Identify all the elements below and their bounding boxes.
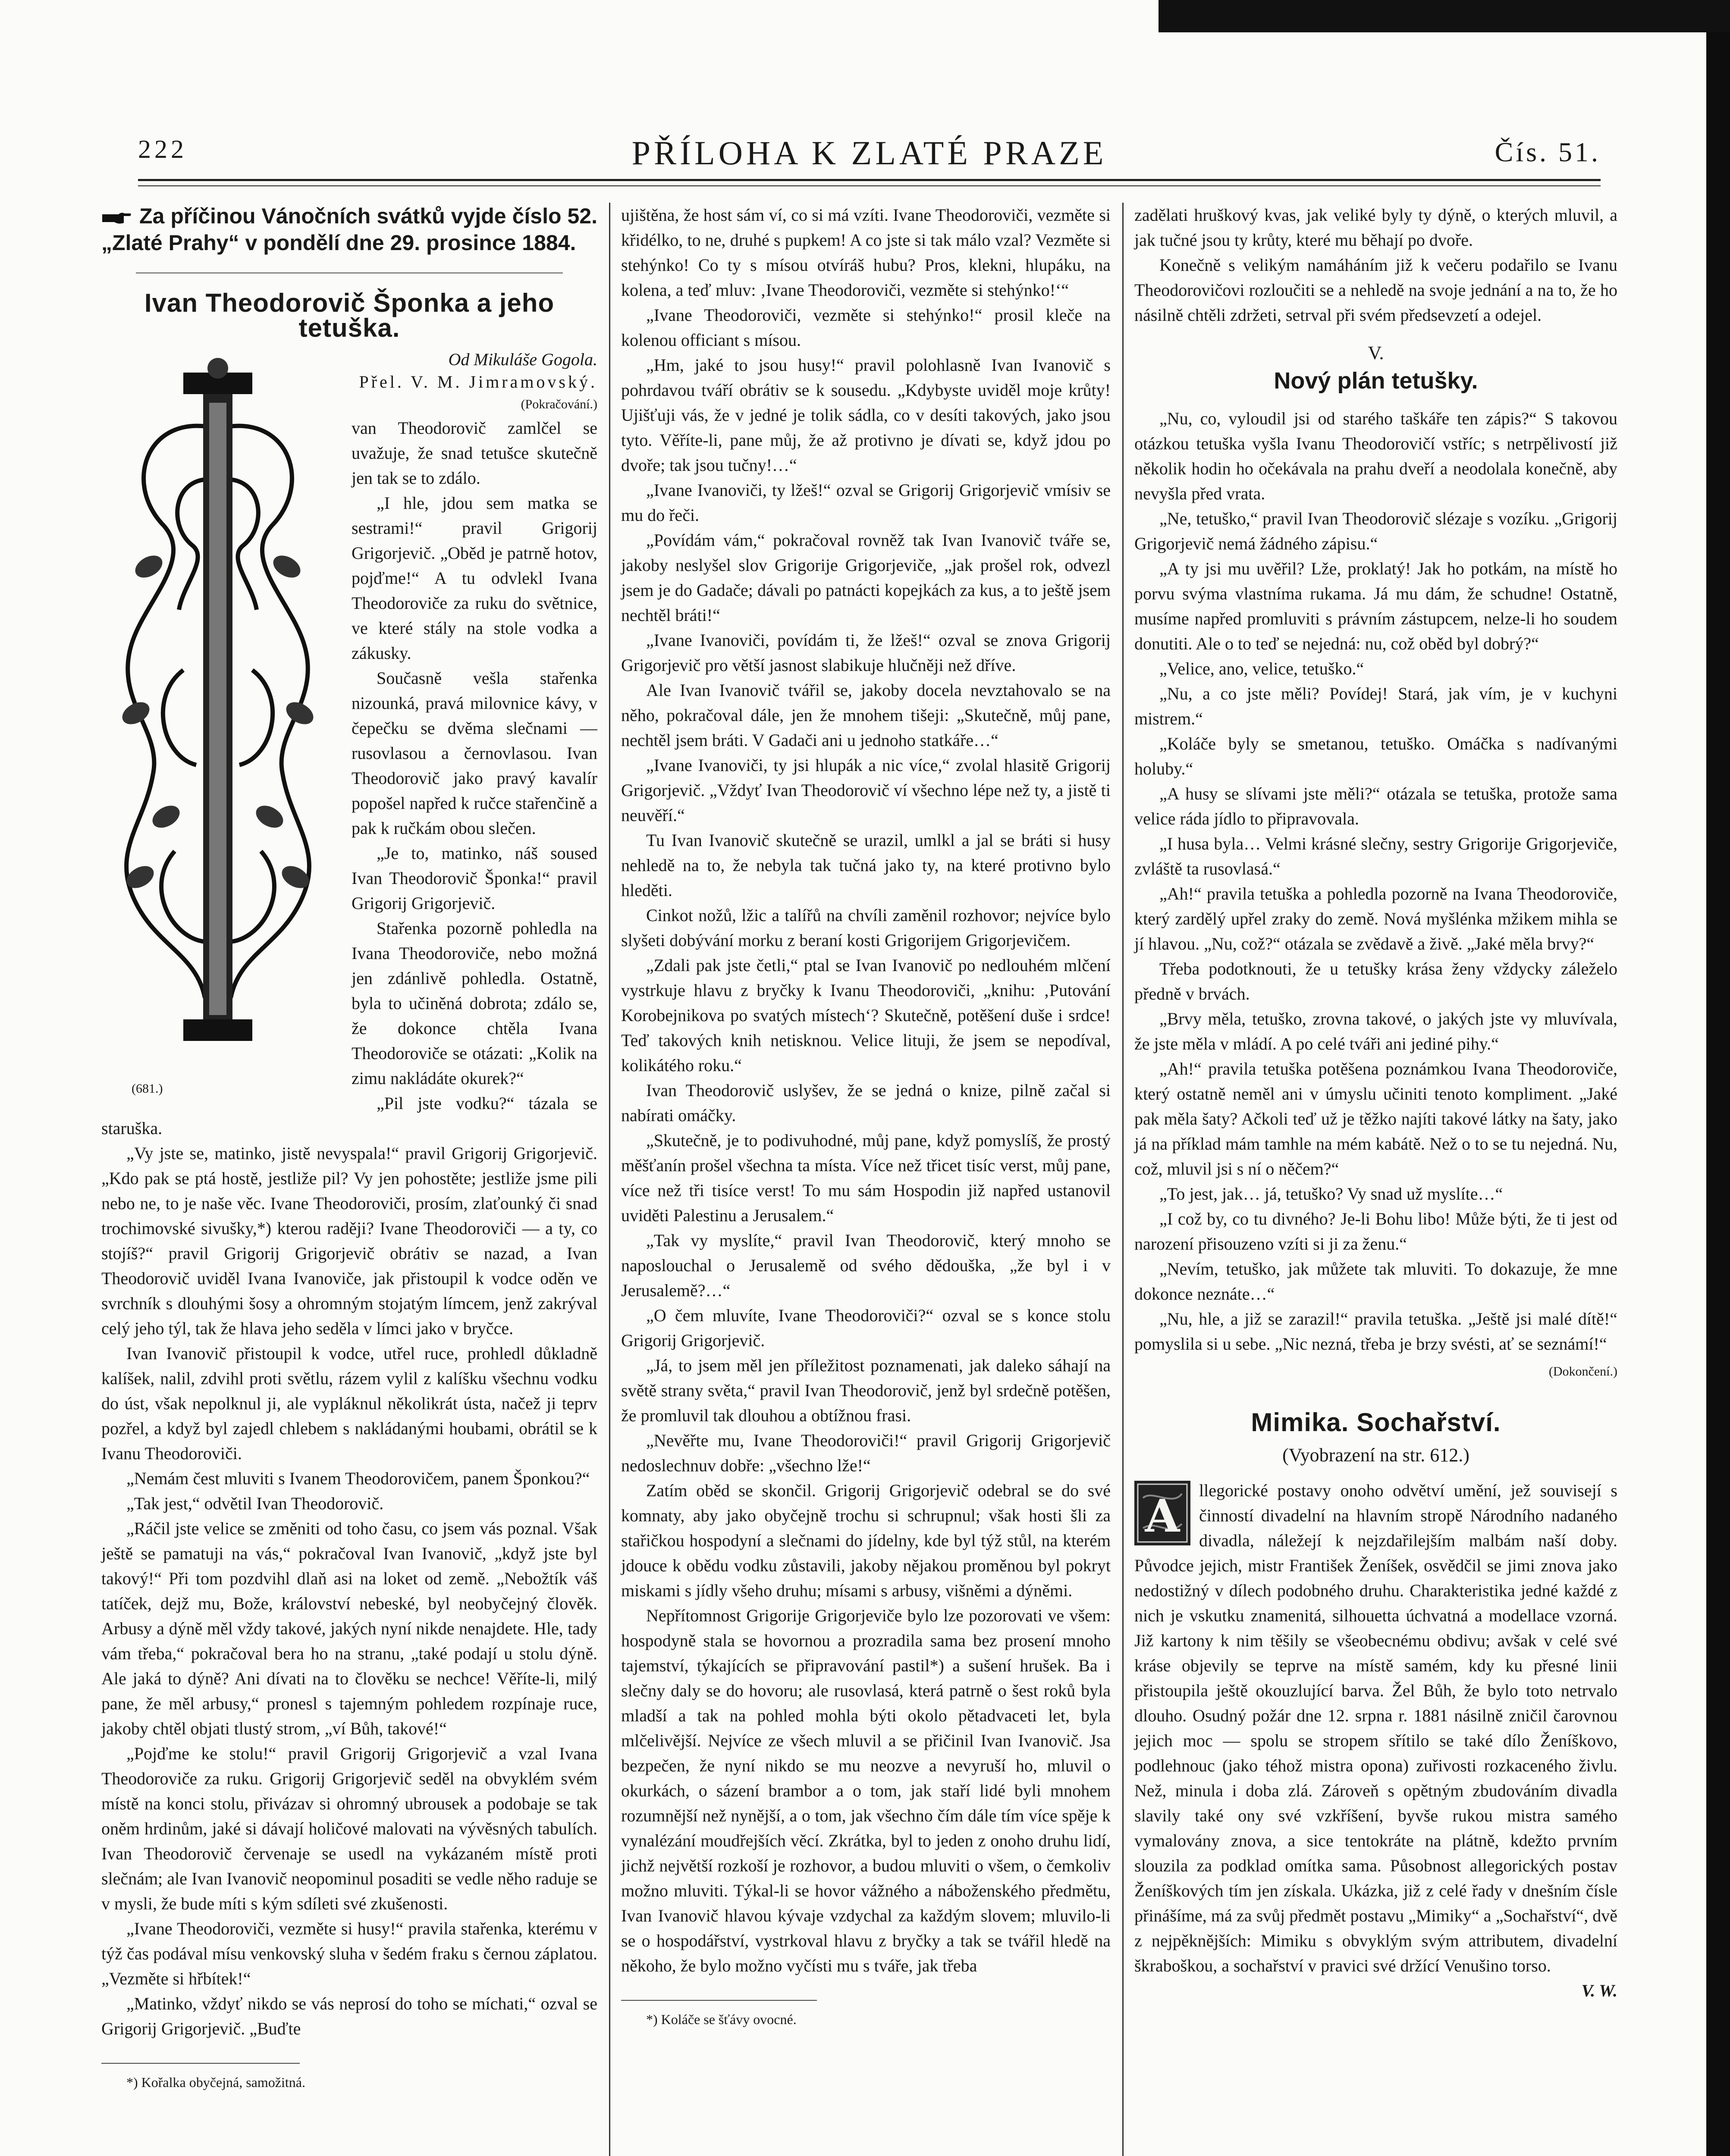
paragraph: „Koláče byly se smetanou, tetuško. Omáčka s nadívanými holuby.“ (1134, 734, 1617, 778)
paragraph: Ale Ivan Ivanovič tvářil se, jakoby docela nevztahovalo se na něho, pokračoval dále, jen že mnohem tišeji: „Skutečně, můj pane, nechtěl jsem bráti. V Gadači ani u jednoho statkáře…“ (621, 680, 1111, 750)
paragraph: „A husy se slívami jste měli?“ otázala se tetuška, protože sama velice ráda jídlo to připravovala. (1134, 784, 1617, 828)
mimika-subtitle: (Vyobrazení na str. 612.) (1282, 1445, 1469, 1466)
paragraph: „Nu, hle, a již se zarazil!“ pravila tetuška. „Ještě jsi malé dítě!“ pomyslila si u sebe. „Nic nezná, třeba je brzy svésti, ať se seznámí!“ (1134, 1309, 1617, 1354)
paragraph: Cinkot nožů, lžic a talířů na chvíli zaměnil rozhovor; nejvíce bylo slyšeti dobývání morku z beraní kosti Grigorijem Grigorjevičem. (621, 906, 1111, 950)
paragraph: „To jest, jak… já, tetuško? Vy snad už myslíte…“ (1159, 1184, 1503, 1203)
dropcap-letter: A (1145, 1489, 1180, 1542)
paragraph: Třeba podotknouti, že u tetušky krása ženy vždycky záleželo předně v brvách. (1134, 959, 1617, 1003)
paragraph: van Theodorovič zamlčel se uvažuje, že snad tetušce skutečně jen tak se to zdálo. (352, 418, 597, 488)
ornamental-vine-illustration (97, 342, 339, 1084)
paragraph: „I hle, jdou sem matka se sestrami!“ pravil Grigorij Grigorjevič. „Oběd je patrně hotov, pojďme!“ A tu odvlekl Ivana Theodoroviče za ruku do světnice, ve které stály na stole vodka a zákusky. (352, 493, 597, 663)
signature: V. W. (1581, 1981, 1617, 2000)
paragraph: „O čem mluvíte, Ivane Theodoroviči?“ ozval se s konce stolu Grigorij Grigorjevič. (621, 1306, 1111, 1350)
paragraph: „Tak vy myslíte,“ pravil Ivan Theodorovič, který mnoho se naposlouchal o Jerusalemě od svého dědouška, „že byl i v Jerusalemě?…“ (621, 1231, 1111, 1300)
paragraph: „A ty jsi mu uvěřil? Lže, proklatý! Jak ho potkám, na místě ho porvu svýma vlastníma rukama. Já mu dám, že schudne! Ostatně, musíme napřed promluviti s právním zástupcem, nelze-li ho soudem donutiti. Ale o to teď se nejedná: nu, což oběd byl dobrý?“ (1134, 559, 1617, 653)
paragraph: „Ivane Ivanoviči, ty jsi hlupák a nic více,“ zvolal hlasitě Grigorij Grigorjevič. „Vždyť Ivan Theodorovič ví všechno lépe než ty, a jistě ti neuvěří.“ (621, 755, 1111, 825)
paragraph: „Matinko, vždyť nikdo se vás neprosí do toho se míchati,“ ozval se Grigorij Grigorjevič. „Buďte (101, 1994, 597, 2038)
footnote: *) Koláče se šťávy ovocné. (646, 2012, 797, 2027)
notice-text: Za příčinou Vánočních svátků vyjde číslo 52. „Zlaté Prahy“ v pondělí dne 29. prosince 1884. (101, 204, 597, 255)
paragraph: „Brvy měla, tetuško, zrovna takové, o jakých jste vy mluvívala, že jste měla v mládí. A po celé tváři ani jediné pihy.“ (1134, 1009, 1617, 1053)
paragraph: „Povídám vám,“ pokračoval rovněž tak Ivan Ivanovič tváře se, jakoby neslyšel slov Grigorije Grigorjeviče, „jak prošel rok, odvezl jsem je do Gadače; dávali po patnácti kopejkách za kus, a to ještě jsem nechtěl bráti!“ (621, 530, 1111, 625)
ornamental-initial-i (97, 342, 339, 1101)
page-number: 222 (138, 135, 187, 163)
paragraph: „Nu, a co jste měli? Povídej! Stará, jak vím, je v kuchyni mistrem.“ (1134, 684, 1617, 728)
footnote-rule (101, 2063, 300, 2064)
scan-dark-corner (1159, 0, 1730, 32)
pointing-hand-icon (101, 210, 132, 226)
conclusion-note: (Dokončení.) (1548, 1364, 1617, 1379)
translator-line: Přel. V. M. Jimramovský. (359, 372, 597, 392)
paragraph: „Skutečně, je to podivuhodné, můj pane, když pomyslíš, že prostý měšťanín prošel všechna ta místa. Více než třicet tisíc verst, můj pane, více než tři tisíce verst! To mu sám Hospodin již napřed ustanovil uviděti Palestinu a Jerusalem.“ (621, 1131, 1111, 1225)
scan-dark-edge (1706, 32, 1730, 2156)
paragraph: Tu Ivan Ivanovič skutečně se urazil, umlkl a jal se bráti si husy nehledě na to, že nebyla tak tučná jako ty, na které protivno bylo hleděti. (621, 830, 1111, 900)
paragraph: „Hm, jaké to jsou husy!“ pravil polohlasně Ivan Ivanovič s pohrdavou tváří obrátiv se k sousedu. „Kdybyste uviděl moje krůty! Ujišťuji vás, že v jedné je tolik sádla, co v desíti takových, jako jsou tyto. Věříte-li, pane můj, že až protivno je dívati se, když jdou po dvoře; tak jsou tučny!…“ (621, 355, 1111, 475)
column-divider-1 (609, 203, 610, 2156)
footnote-rule (621, 2000, 817, 2001)
chapter-title: Nový plán tetušky. (1274, 368, 1478, 394)
paragraph: „Nevěřte mu, Ivane Theodoroviči!“ pravil Grigorij Grigorjevič nedoslechnuv dobře: „všechno lže!“ (621, 1431, 1111, 1475)
mimika-body: llegorické postavy onoho odvětví umění, jež souvisejí s činností divadelní na hlavním stropě Národního nadaného divadla, náležejí k nejzdařilejším malbám naší doby. Původce jejich, mistr František Ženíšek, osvědčil se jimi znova jako nedostižný v dílech podobného druhu. Charakteristika jedné každé z nich je vskutku znamenitá, silhouetta úchvatná a modellace vzorná. Již kartony k nim těšily se všeobecnému obdivu; avšak v celé své kráse objevily se teprve na místě samém, kdy ku přesné linii přistoupila ještě okouzlující barva. Žel Bůh, že bylo toto netrvalo dlouho. Osudný požár dne 12. srpna r. 1881 násilně zničil čarovnou jejich moc — spolu se stropem sřítilo se také dílo Ženíškovo, podlehnouc (jako téhož mistra opona) zuřivosti rozkaceného živlu. Než, minula i doba zlá. Zároveň s opětným zbudováním divadla slavily také ony své vzkříšení, byvše rukou mistra samého vymalovány znova, a sice tentokráte na plátně, kdežto prvním slouzila za podklad omítka sama. Působnost allegorických postav Ženíškových tím jen získala. Ukázka, již z celé řady v dnešním čísle přinášíme, má za svůj předmět postavu „Mimiky“ a „Sochařství“, dvě z nejpěknějších: Mimiku s obvyklým svým attributem, divadelní škraboškou, a sochařství v pravici své držící Venušino torso. (1134, 1481, 1617, 1975)
publication-notice (101, 203, 597, 256)
paragraph: „Ah!“ pravila tetuška potěšena poznámkou Ivana Theodoroviče, který ostatně neměl ani v úmyslu učiniti tenoto kompliment. „Jaké pak měla šaty? Ačkoli teď už je těžko najíti takové látky na šaty, jako já na příklad mám tamhle na mém kabátě. Než o to se tu nejedná. Nu, což, mluvil jsi s ní o něčem?“ (1134, 1059, 1617, 1178)
decorated-drop-cap (1134, 1481, 1190, 1545)
paragraph: „Nemám čest mluviti s Ivanem Theodorovičem, panem Šponkou?“ (126, 1469, 590, 1488)
column-2 (621, 203, 1111, 2032)
paragraph: Stařenka pozorně pohledla na Ivana Theodoroviče, nebo možná jen zdánlivě pohledla. Ostatně, byla to učiněná dobrota; zdálo se, že dokonce chtěla Ivana Theodoroviče se otázati: „Kolik na zimu nakládáte okurek?“ (352, 918, 597, 1088)
issue-number: Čís. 51. (1495, 137, 1601, 167)
paragraph: „Ivane Ivanoviči, povídám ti, že lžeš!“ ozval se znova Grigorij Grigorjevič pro větší jasnost slabikuje hlučněji než dříve. (621, 630, 1111, 675)
paragraph: „Pojďme ke stolu!“ pravil Grigorij Grigorjevič a vzal Ivana Theodoroviče za ruku. Grigorij Grigorjevič seděl na obvyklém svém místě na konci stolu, přivázav si ohromný ubrousek a podobaje se tak oněm hrdinům, jaké si dávají holičové malovati na vývěsných tabulích. Ivan Theodorovič červenaje se usedl na vykázaném místě proti slečnám; ale Ivan Ivanovič neopominul posaditi se vedle něho raduje se v mysli, že bude míti s kým sdíleti své zkušenosti. (101, 1744, 597, 1913)
header-rule (138, 179, 1601, 186)
paragraph: „Ivane Ivanoviči, ty lžeš!“ ozval se Grigorij Grigorjevič vmísiv se mu do řeči. (621, 480, 1111, 525)
mimika-title: Mimika. Sochařství. (1251, 1408, 1501, 1437)
column-divider-2 (1122, 203, 1124, 2156)
paragraph: „Zdali pak jste četli,“ ptal se Ivan Ivanovič po nedlouhém mlčení vystrkuje hlavu z bryčky k Ivanu Theodoroviči, „knihu: ‚Putování Korobejnikova po svatých místech‘? Skutečně, potěšení duše i srdce! Teď takových knih netisknou. Velice lituji, že jsem se nepodíval, kolikátého roku.“ (621, 956, 1111, 1075)
author-line: Od Mikuláše Gogola. (448, 350, 597, 369)
paragraph: „Ráčil jste velice se změniti od toho času, co jsem vás poznal. Však ještě se pamatuji na vás,“ pokračoval Ivan Ivanovič, „když jste byl takový!“ Při tom pozdvihl dlaň asi na loket od země. „Nebožtík váš tatíček, dejž mu, Bože, království nebeské, byl neobyčejný člověk. Arbusy a dýně měl vždy takové, jakých nyní nikde nenajdete. Hle, tady vám třeba,“ pokračoval bera ho na stranu, „také podají u stolu dýně. Ale jaká to dýně? Ani dívati na to člověku se nechce! Věříte-li, milý pane, že měl arbusy,“ pronesl s tajemným pohledem rozpínaje ruce, jakoby chtěl objati tlustý strom, „ví Bůh, takové!“ (101, 1519, 597, 1738)
column-1 (101, 203, 597, 2095)
paragraph: „Nevím, tetuško, jak můžete tak mluviti. To dokazuje, že mne dokonce neznáte…“ (1134, 1259, 1617, 1304)
paragraph: Zatím oběd se skončil. Grigorij Grigorjevič odebral se do své komnaty, aby jako obyčejně trochu si schrupnul; však hosti šli za stařičkou hospodyní a slečnami do jídelny, kde byl týž stůl, na kterém jdouce k obědu vodku zůstavili, jakoby nějakou proměnou byl pokryt miskami s jídly všeho druhu; mísami s arbusy, višněmi a dýněmi. (621, 1481, 1111, 1600)
paragraph: Současně vešla stařenka nizounká, pravá milovnice kávy, v čepečku se dvěma slečnami — rusovlasou a černovlasou. Ivan Theodorovič jako pravý kavalír popošel napřed k ručce stařenčině a pak k ručkám obou slečen. (352, 668, 597, 838)
figure-number: (681.) (132, 1081, 163, 1096)
paragraph: „Ivane Theodoroviči, vezměte si husy!“ pravila stařenka, kterému v týž čas podával mísu venkovský sluha v šedém fraku s černou záplatou. „Vezměte si hřbítek!“ (101, 1919, 597, 1988)
paragraph: „Velice, ano, velice, tetuško.“ (1159, 659, 1364, 678)
paragraph: „Ah!“ pravila tetuška a pohledla pozorně na Ivana Theodoroviče, který zardělý upřel zraky do země. Nová myšlénka mžikem mihla se jí hlavou. „Nu, což?“ otázala se zvědavě a živě. „Jaké měla brvy?“ (1134, 884, 1617, 953)
paragraph: „Ivane Theodoroviči, vezměte si stehýnko!“ prosil kleče na kolenou officiant s mísou. (621, 305, 1111, 350)
paragraph: Nepřítomnost Grigorije Grigorjeviče bylo lze pozorovati ve všem: hospodyně stala se hovornou a prozradila sama bez prosení mnoho tajemství, týkajících se připravování pastil*) a sušení hrušek. Ba i slečny daly se do hovoru; ale rusovlasá, která patrně o šest roků byla mladší a tak na pohled mohla býti okolo pětadvaceti let, byla mlčelivější. Nejvíce ze všech mluvil a se přičinil Ivan Ivanovič. Jsa bezpečen, že nyní nikdo se mu neozve a nevyruší ho, mluvil o okurkách, o sázení brambor a o tom, jak staří lidé byli mnohem rozumnější než nynější, a o tom, jak všechno čím dále tím více spěje k vynalézání moudřejších věcí. Zkrátka, byl to jeden z onoho druhu lidí, jichž největší rozkoší je rozhovor, a budou mluviti o všem, o čemkoliv možno mluviti. Týkal-li se hovor vážného a náboženského předmětu, Ivan Ivanovič hlavou kývaje vzdychal za každým slovem; mluvilo-li se o hospodářství, vystrkoval hlavu z bryčky a tak se tvářil hledě na někoho, že bylo možno vyčísti mu s tváře, jak třeba (621, 1606, 1111, 1975)
paragraph: „Vy jste se, matinko, jistě nevyspala!“ pravil Grigorij Grigorjevič. „Kdo pak se ptá hostě, jestliže pil? Vy jen pohostěte; jestliže jsme pili nebo ne, to je naše věc. Ivane Theodoroviči, prosím, zlaťounký či snad trochimovské sivušky,*) kterou raději? Ivane Theodoroviči — a ty, co stojíš?“ pravil Grigorij Grigorjevič obrátiv se nazad, a Ivan Theodorovič uviděl Ivana Ivanoviče, jak přistoupil k vodce oděn ve svrchník s dlouhými šosy a ohromným stojatým límcem, jenž zakrýval celý jeho týl, tak že hlava jeho seděla v límci jako v bryčce. (101, 1144, 597, 1338)
running-title: PŘÍLOHA K ZLATÉ PRAZE (631, 134, 1107, 172)
paragraph: ujištěna, že host sám ví, co si má vzíti. Ivane Theodoroviči, vezměte si křidélko, to ne, druhé s pupkem! A co jste si tak málo vzal? Vezměte si stehýnko! Co ty s mísou otvíráš hubu? Pros, klekni, hlupáku, na kolena, a teď mluv: ‚Ivane Theodoroviči, vezměte si stehýnko!‘“ (621, 205, 1111, 300)
paragraph: „Ne, tetuško,“ pravil Ivan Theodorovič slézaje s vozíku. „Grigorij Grigorjevič nemá žádného zápisu.“ (1134, 509, 1617, 553)
paragraph: Konečně s velikým namáháním již k večeru podařilo se Ivanu Theodorovičovi rozloučiti se a nehledě na svoje jednání a na to, že ho násilně chtěli zdržeti, setrval při svém předsevzetí a odejel. (1134, 255, 1617, 325)
paragraph: „I což by, co tu divného? Je-li Bohu libo! Může býti, že ti jest od narození přisouzeno vzíti si ji za ženu.“ (1134, 1209, 1617, 1253)
continuation-note: (Pokračování.) (521, 397, 597, 411)
chapter-number: V. (1368, 342, 1384, 364)
paragraph: „Já, to jsem měl jen příležitost poznamenati, jak daleko sáhají na světě strany světa,“ pravil Ivan Theodorovič, jenž byl srdečně potěšen, že promluvil tak dlouhou a obtížnou frasi. (621, 1356, 1111, 1425)
paragraph: „Pil jste vodku?“ tázala se staruška. (101, 1094, 597, 1138)
column-3 (1134, 203, 1617, 2003)
page-header (138, 129, 1601, 181)
paragraph: Ivan Theodorovič uslyšev, že se jedná o knize, pilně začal si nabírati omáčky. (621, 1081, 1111, 1125)
footnote: *) Kořalka obyčejná, samožitná. (126, 2075, 305, 2090)
paragraph: Ivan Ivanovič přistoupil k vodce, utřel ruce, prohledl důkladně kalíšek, nalil, zdvihl proti světlu, rázem vylil z kalíšku všechnu vodku do úst, však nepolknul ji, ale vypláknul několikrát ústa, načež ji teprv pozřel, a když byl zajedl chlebem s nakládanými houbami, obrátil se k Ivanu Theodoroviči. (101, 1344, 597, 1463)
story-title: Ivan Theodorovič Šponka a jeho tetuška. (144, 288, 555, 342)
paragraph: „Nu, co, vyloudil jsi od starého taškáře ten zápis?“ S takovou otázkou tetuška vyšla Ivanu Theodorovičí vstříc; s netrpělivostí již několik hodin ho očekávala na prahu dveří a neodolala konečně, aby nevyšla před vrata. (1134, 409, 1617, 503)
paragraph: „Je to, matinko, náš soused Ivan Theodorovič Šponka!“ pravil Grigorij Grigorjevič. (352, 843, 597, 913)
paragraph: zadělati hruškový kvas, jak veliké byly ty dýně, o kterých mluvil, a jak tučné jsou ty krůty, které mu běhají po dvoře. (1134, 205, 1617, 250)
paragraph: „Tak jest,“ odvětil Ivan Theodorovič. (126, 1494, 384, 1513)
paragraph: „I husa byla… Velmi krásné slečny, sestry Grigorije Grigorjeviče, zvláště ta rusovlasá.“ (1134, 834, 1617, 878)
